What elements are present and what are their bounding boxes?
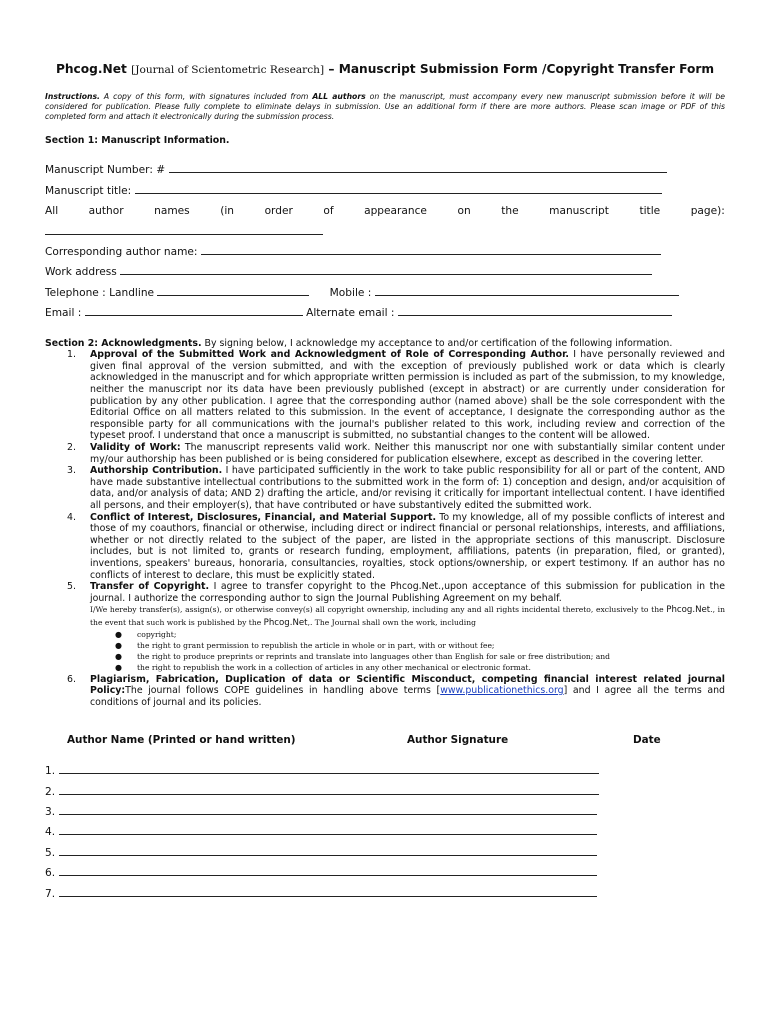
signature-line-number: 6.: [45, 867, 56, 880]
item-text: The journal follows COPE guidelines in handling above terms [: [125, 685, 441, 697]
item-number: 5.: [67, 581, 76, 593]
item-text-end: ] and I agree all the terms and conditions of journal and its policies.: [90, 685, 725, 708]
acknowledgment-item: [45, 349, 725, 442]
signature-lines: [45, 761, 725, 904]
section2-intro: [45, 338, 725, 350]
signature-line: [45, 884, 725, 904]
signature-line: [45, 782, 725, 802]
cope-link[interactable]: www.publicationethics.org: [440, 685, 564, 697]
mobile-label: Mobile :: [329, 286, 372, 299]
section2-heading: Section 2: Acknowledgments.: [45, 337, 202, 349]
all-authors-field[interactable]: [45, 224, 323, 235]
rights-item-text: the right to republish the work in a collection of articles in any other mechanical or electronic format.: [137, 663, 531, 673]
signature-line: [45, 863, 725, 883]
acknowledgment-item: [45, 442, 725, 465]
corresponding-author-field[interactable]: [201, 244, 661, 255]
telephone-row: [45, 283, 725, 303]
work-address-field[interactable]: [120, 264, 652, 275]
signature-line-field[interactable]: [59, 804, 597, 815]
rights-item-text: copyright;: [137, 629, 177, 639]
signature-line-number: 2.: [45, 785, 56, 798]
transfer-text-a: I/We hereby transfer(s), assign(s), or otherwise convey(s) all copyright ownership, including any and all rights incidental thereto, exclusively to the: [90, 605, 667, 615]
rights-item: [45, 662, 725, 673]
all-authors-row: [45, 201, 725, 221]
manuscript-title-field[interactable]: [135, 183, 662, 194]
transfer-phcog-2: Phcog.Net: [263, 617, 308, 628]
signature-line: [45, 822, 725, 842]
signature-line-number: 5.: [45, 846, 56, 859]
item-title: Conflict of Interest, Disclosures, Financial, and Material Support.: [90, 511, 437, 523]
work-address-row: [45, 262, 725, 282]
all-authors-word: appearance: [364, 205, 427, 218]
item-number: 4.: [67, 511, 76, 523]
bullet-icon: ●: [115, 652, 122, 662]
instructions-text-a: A copy of this form, with signatures included from: [99, 92, 313, 101]
item-number: 3.: [67, 465, 76, 477]
item-text: I have personally reviewed and given final approval of the version submitted, and with the exception of previously published work or data which is clearly acknowledged in the manuscript and for which appropriate written permission is included as part of the submission, to my knowledge, neither the manuscript nor its data have been previously published (except in abstract) or are currently under consideration for publication by any other publication. I agree that the corresponding author (named above) shall be the sole correspondent with the Editorial Office on all matters related to this submission. In the event of acceptance, I designate the corresponding author as the responsible party for all communications with the journal's publisher related to this work, including review and correction of the typeset proof. I understand that once a manuscript is submitted, no substantial changes to the content will be allowed.: [90, 349, 725, 442]
signature-line: [45, 802, 725, 822]
all-authors-word: page):: [690, 205, 725, 218]
manuscript-number-field[interactable]: [169, 162, 667, 173]
transfer-text-c: ,. The Journal shall own the work, including: [307, 617, 476, 627]
transfer-statement: [90, 604, 725, 628]
alternate-email-field[interactable]: [398, 305, 672, 316]
signature-header: [45, 734, 725, 754]
email-field[interactable]: [85, 305, 303, 316]
all-authors-line-row: [45, 222, 725, 242]
email-label: Email :: [45, 307, 82, 320]
manuscript-title-row: [45, 181, 725, 201]
signature-line-number: 7.: [45, 887, 56, 900]
title-rest: – Manuscript Submission Form /Copyright Transfer Form: [324, 62, 715, 76]
manuscript-number-label: Manuscript Number: #: [45, 164, 166, 177]
author-signature-header: Author Signature: [407, 734, 509, 747]
item-title: Authorship Contribution.: [90, 465, 223, 477]
section1-heading: Section 1: Manuscript Information.: [45, 135, 230, 147]
bullet-icon: ●: [115, 640, 122, 650]
item-number: 6.: [67, 673, 76, 685]
all-authors-word: author: [88, 205, 124, 218]
acknowledgment-item: [45, 465, 725, 511]
manuscript-title-label: Manuscript title:: [45, 184, 132, 197]
title-journal: [Journal of Scientometric Research]: [131, 64, 325, 76]
signature-line-field[interactable]: [59, 824, 597, 835]
acknowledgment-item: [45, 581, 725, 673]
rights-item: [45, 629, 725, 640]
work-address-label: Work address: [45, 266, 117, 279]
rights-list: [45, 629, 725, 674]
form-title: [45, 62, 725, 76]
item-text: I have participated sufficiently in the work to take public responsibility for all or part of the content, AND have made substantive intellectual contributions to the submitted work in the form of: 1) conception and design, and/or acquisition of data, and/or analysis of data; AND 2) drafting the article, and/or revising it critically for important intellectual content. I have identified all persons, and their employer(s), that have contributed or have substantively edited the submitted work.: [90, 465, 725, 511]
form-page: [45, 62, 725, 904]
signature-line-field[interactable]: [59, 784, 599, 795]
acknowledgment-item: [45, 512, 725, 582]
rights-item: [45, 640, 725, 651]
bullet-icon: ●: [115, 629, 122, 639]
signature-line-field[interactable]: [59, 886, 597, 897]
item-number: 1.: [67, 349, 76, 361]
all-authors-word: manuscript: [549, 205, 609, 218]
item-title: Approval of the Submitted Work and Acknowledgment of Role of Corresponding Author.: [90, 349, 569, 361]
all-authors-word: title: [639, 205, 661, 218]
section2-intro-text: By signing below, I acknowledge my acceptance to and/or certification of the following information.: [201, 337, 673, 349]
corresponding-author-label: Corresponding author name:: [45, 246, 198, 259]
telephone-label: Telephone : Landline: [45, 286, 155, 299]
all-authors-word: the: [501, 205, 519, 218]
rights-item: [45, 651, 725, 662]
signature-line-field[interactable]: [59, 865, 597, 876]
all-authors-word: (in: [220, 205, 235, 218]
all-authors-word: All: [45, 205, 59, 218]
all-authors-word: order: [264, 205, 293, 218]
instructions-label: Instructions.: [45, 92, 100, 101]
item-title: Transfer of Copyright.: [90, 581, 210, 593]
section1-fields: [45, 160, 725, 323]
author-name-header: Author Name (Printed or hand written): [67, 734, 296, 747]
instructions: [45, 92, 725, 121]
email-row: [45, 303, 725, 323]
item-number: 2.: [67, 441, 76, 453]
rights-item-text: the right to grant permission to republish the article in whole or in part, with or without fee;: [137, 640, 495, 650]
signature-line-number: 1.: [45, 765, 56, 778]
all-authors-word: of: [323, 205, 334, 218]
signature-line-field[interactable]: [59, 763, 599, 774]
instructions-text-b: on the manuscript, must accompany every new manuscript submission before it will be considered for publication. Please fully complete to eliminate delays in submission. Use an additional form if there are more authors. Please scan image or PDF of this completed form and attach it electronically during the submission process.: [45, 92, 725, 121]
signature-line-field[interactable]: [59, 845, 597, 856]
manuscript-number-row: [45, 160, 725, 180]
item-text: I agree to transfer copyright to the Phcog.Net.,upon acceptance of this submission for publication in the journal. I authorize the corresponding author to sign the Journal Publishing Agreement on my behalf.: [90, 581, 725, 604]
signature-line-number: 4.: [45, 826, 56, 839]
item-text: The manuscript represents valid work. Neither this manuscript nor one with substantially similar content under my/our authorship has been published or is being considered for publication elsewhere, except as described in the covering letter.: [90, 441, 725, 465]
bullet-icon: ●: [115, 663, 122, 673]
acknowledgment-item: [45, 674, 725, 709]
transfer-text-b: ., in the event that such work is published by the: [90, 605, 725, 627]
rights-item-text: the right to produce preprints or reprints and translate into languages other than English for sale or free distribution; and: [137, 652, 611, 662]
item-text: To my knowledge, all of my possible conflicts of interest and those of my coauthors, financial or otherwise, including direct or indirect financial or personal relationships, interests, and affiliations, whether or not directly related to the subject of the paper, are listed in the appropriate sections of this manuscript. Disclosure includes, but is not limited to, grants or research funding, employment, affiliations, patents (in preparation, filed, or granted), inventions, speakers' bureaus, honoraria, consultancies, royalties, stock options/ownership, or expert testimony. If an author has no conflicts of interest to declare, this must be explicitly stated.: [90, 511, 725, 581]
acknowledgment-list: [45, 349, 725, 708]
signature-line: [45, 843, 725, 863]
date-header: Date: [633, 734, 661, 747]
alternate-email-label: Alternate email :: [306, 307, 395, 320]
corresponding-author-row: [45, 242, 725, 262]
title-brand: Phcog.Net: [55, 62, 127, 76]
instructions-all-authors: ALL authors: [312, 92, 366, 101]
mobile-field[interactable]: [375, 285, 679, 296]
landline-field[interactable]: [157, 285, 309, 296]
transfer-phcog-1: Phcog.Net: [666, 605, 711, 616]
item-title: Plagiarism, Fabrication, Duplication of data or Scientific Misconduct, competing financial interest related journal Policy:: [90, 673, 725, 697]
all-authors-word: names: [154, 205, 190, 218]
signature-line-number: 3.: [45, 806, 56, 819]
item-title: Validity of Work:: [90, 441, 181, 453]
all-authors-word: on: [457, 205, 471, 218]
signature-line: [45, 761, 725, 781]
